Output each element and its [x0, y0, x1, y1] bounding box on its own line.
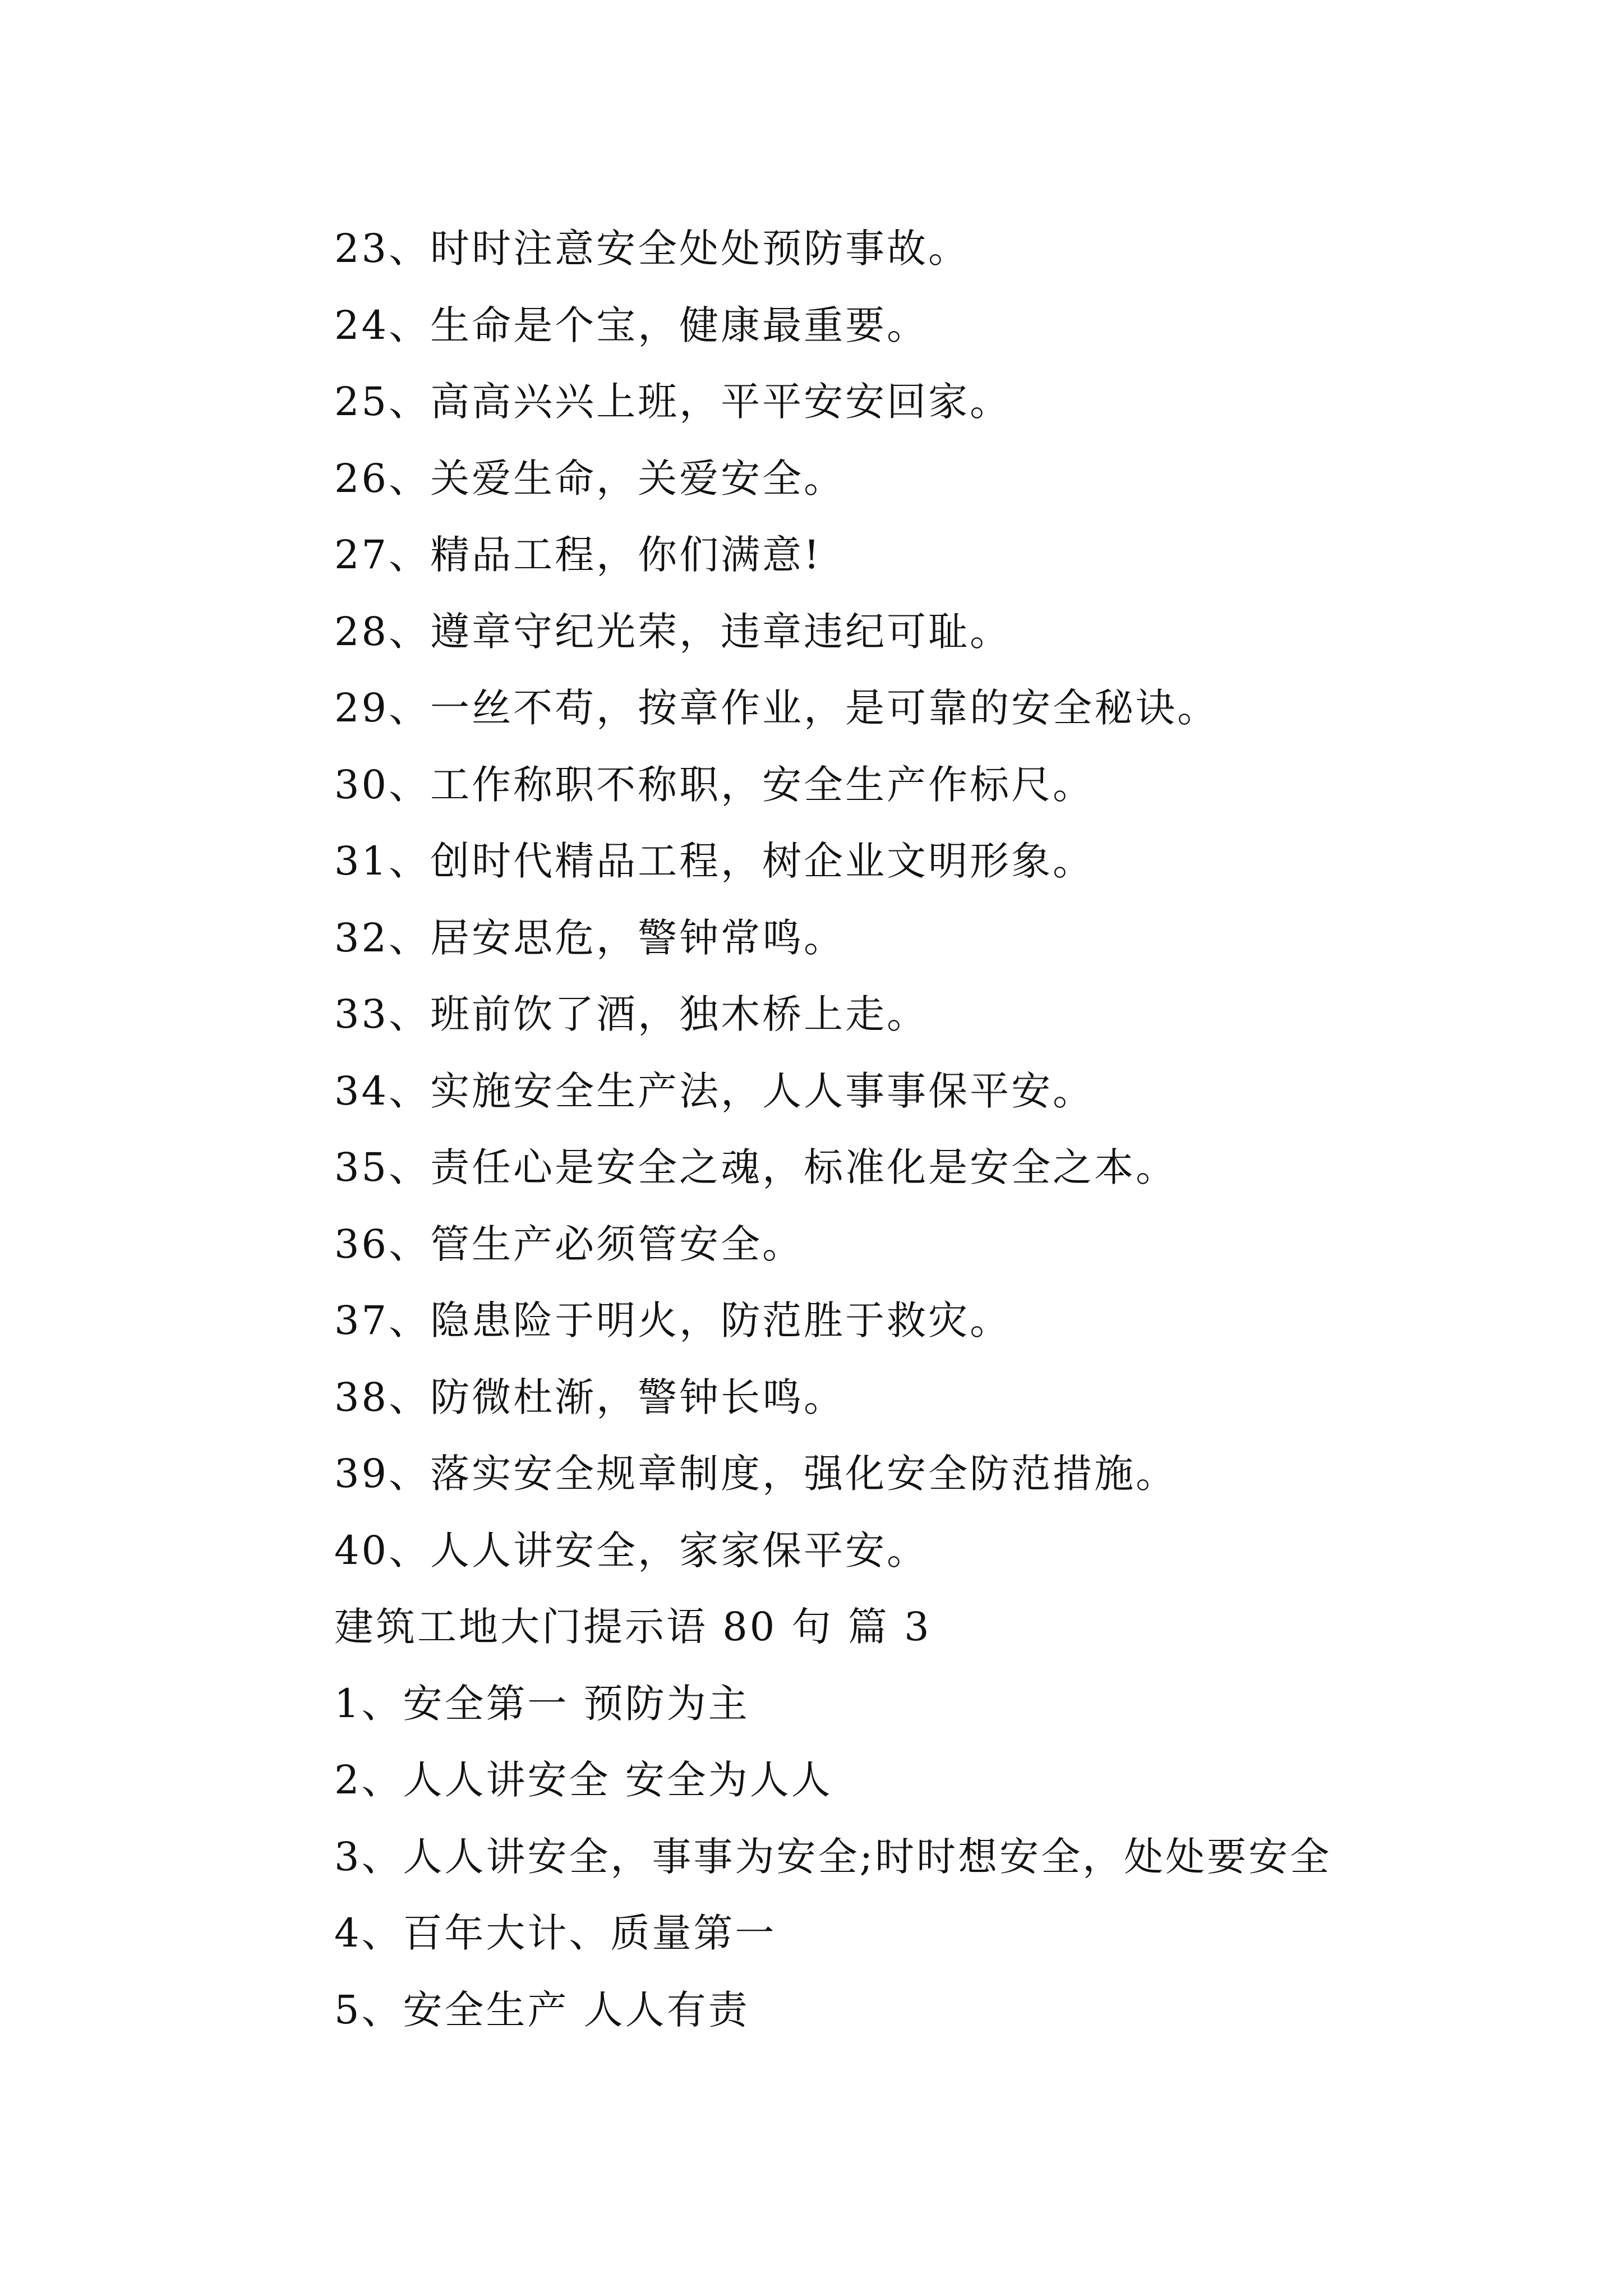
list-item: 25、高高兴兴上班，平平安安回家。: [334, 379, 1012, 425]
list-item: 38、防微杜渐，警钟长鸣。: [334, 1374, 846, 1420]
section-heading: 建筑工地大门提示语 80 句 篇 3: [334, 1604, 932, 1650]
list-item: 39、落实安全规章制度，强化安全防范措施。: [334, 1451, 1178, 1497]
list-item: 23、时时注意安全处处预防事故。: [334, 226, 970, 272]
list-item: 35、责任心是安全之魂，标准化是安全之本。: [334, 1144, 1178, 1190]
list-item: 30、工作称职不称职，安全生产作标尺。: [334, 761, 1095, 808]
list-item: 29、一丝不苟，按章作业，是可靠的安全秘诀。: [334, 685, 1219, 731]
list-item: 27、精品工程，你们满意!: [334, 532, 822, 578]
list-item: 31、创时代精品工程，树企业文明形象。: [334, 838, 1095, 884]
list-item: 1、安全第一 预防为主: [334, 1680, 750, 1727]
document-body: [334, 210, 1596, 2048]
list-item: 28、遵章守纪光荣，违章违纪可耻。: [334, 608, 1012, 655]
list-item: 37、隐患险于明火，防范胜于救灾。: [334, 1297, 1012, 1343]
list-item: 34、实施安全生产法，人人事事保平安。: [334, 1068, 1095, 1114]
list-item: 36、管生产必须管安全。: [334, 1221, 804, 1267]
list-item: 32、居安思危，警钟常鸣。: [334, 914, 846, 961]
list-item: 33、班前饮了酒，独木桥上走。: [334, 991, 929, 1037]
list-item: 26、关爱生命，关爱安全。: [334, 455, 846, 501]
list-item: 3、人人讲安全，事事为安全;时时想安全，处处要安全: [334, 1833, 1332, 1880]
list-item: 2、人人讲安全 安全为人人: [334, 1757, 833, 1803]
list-item: 40、人人讲安全，家家保平安。: [334, 1527, 929, 1573]
list-item: 5、安全生产 人人有责: [334, 1986, 750, 2033]
list-item: 24、生命是个宝，健康最重要。: [334, 302, 929, 348]
list-item: 4、百年大计、质量第一: [334, 1910, 777, 1956]
